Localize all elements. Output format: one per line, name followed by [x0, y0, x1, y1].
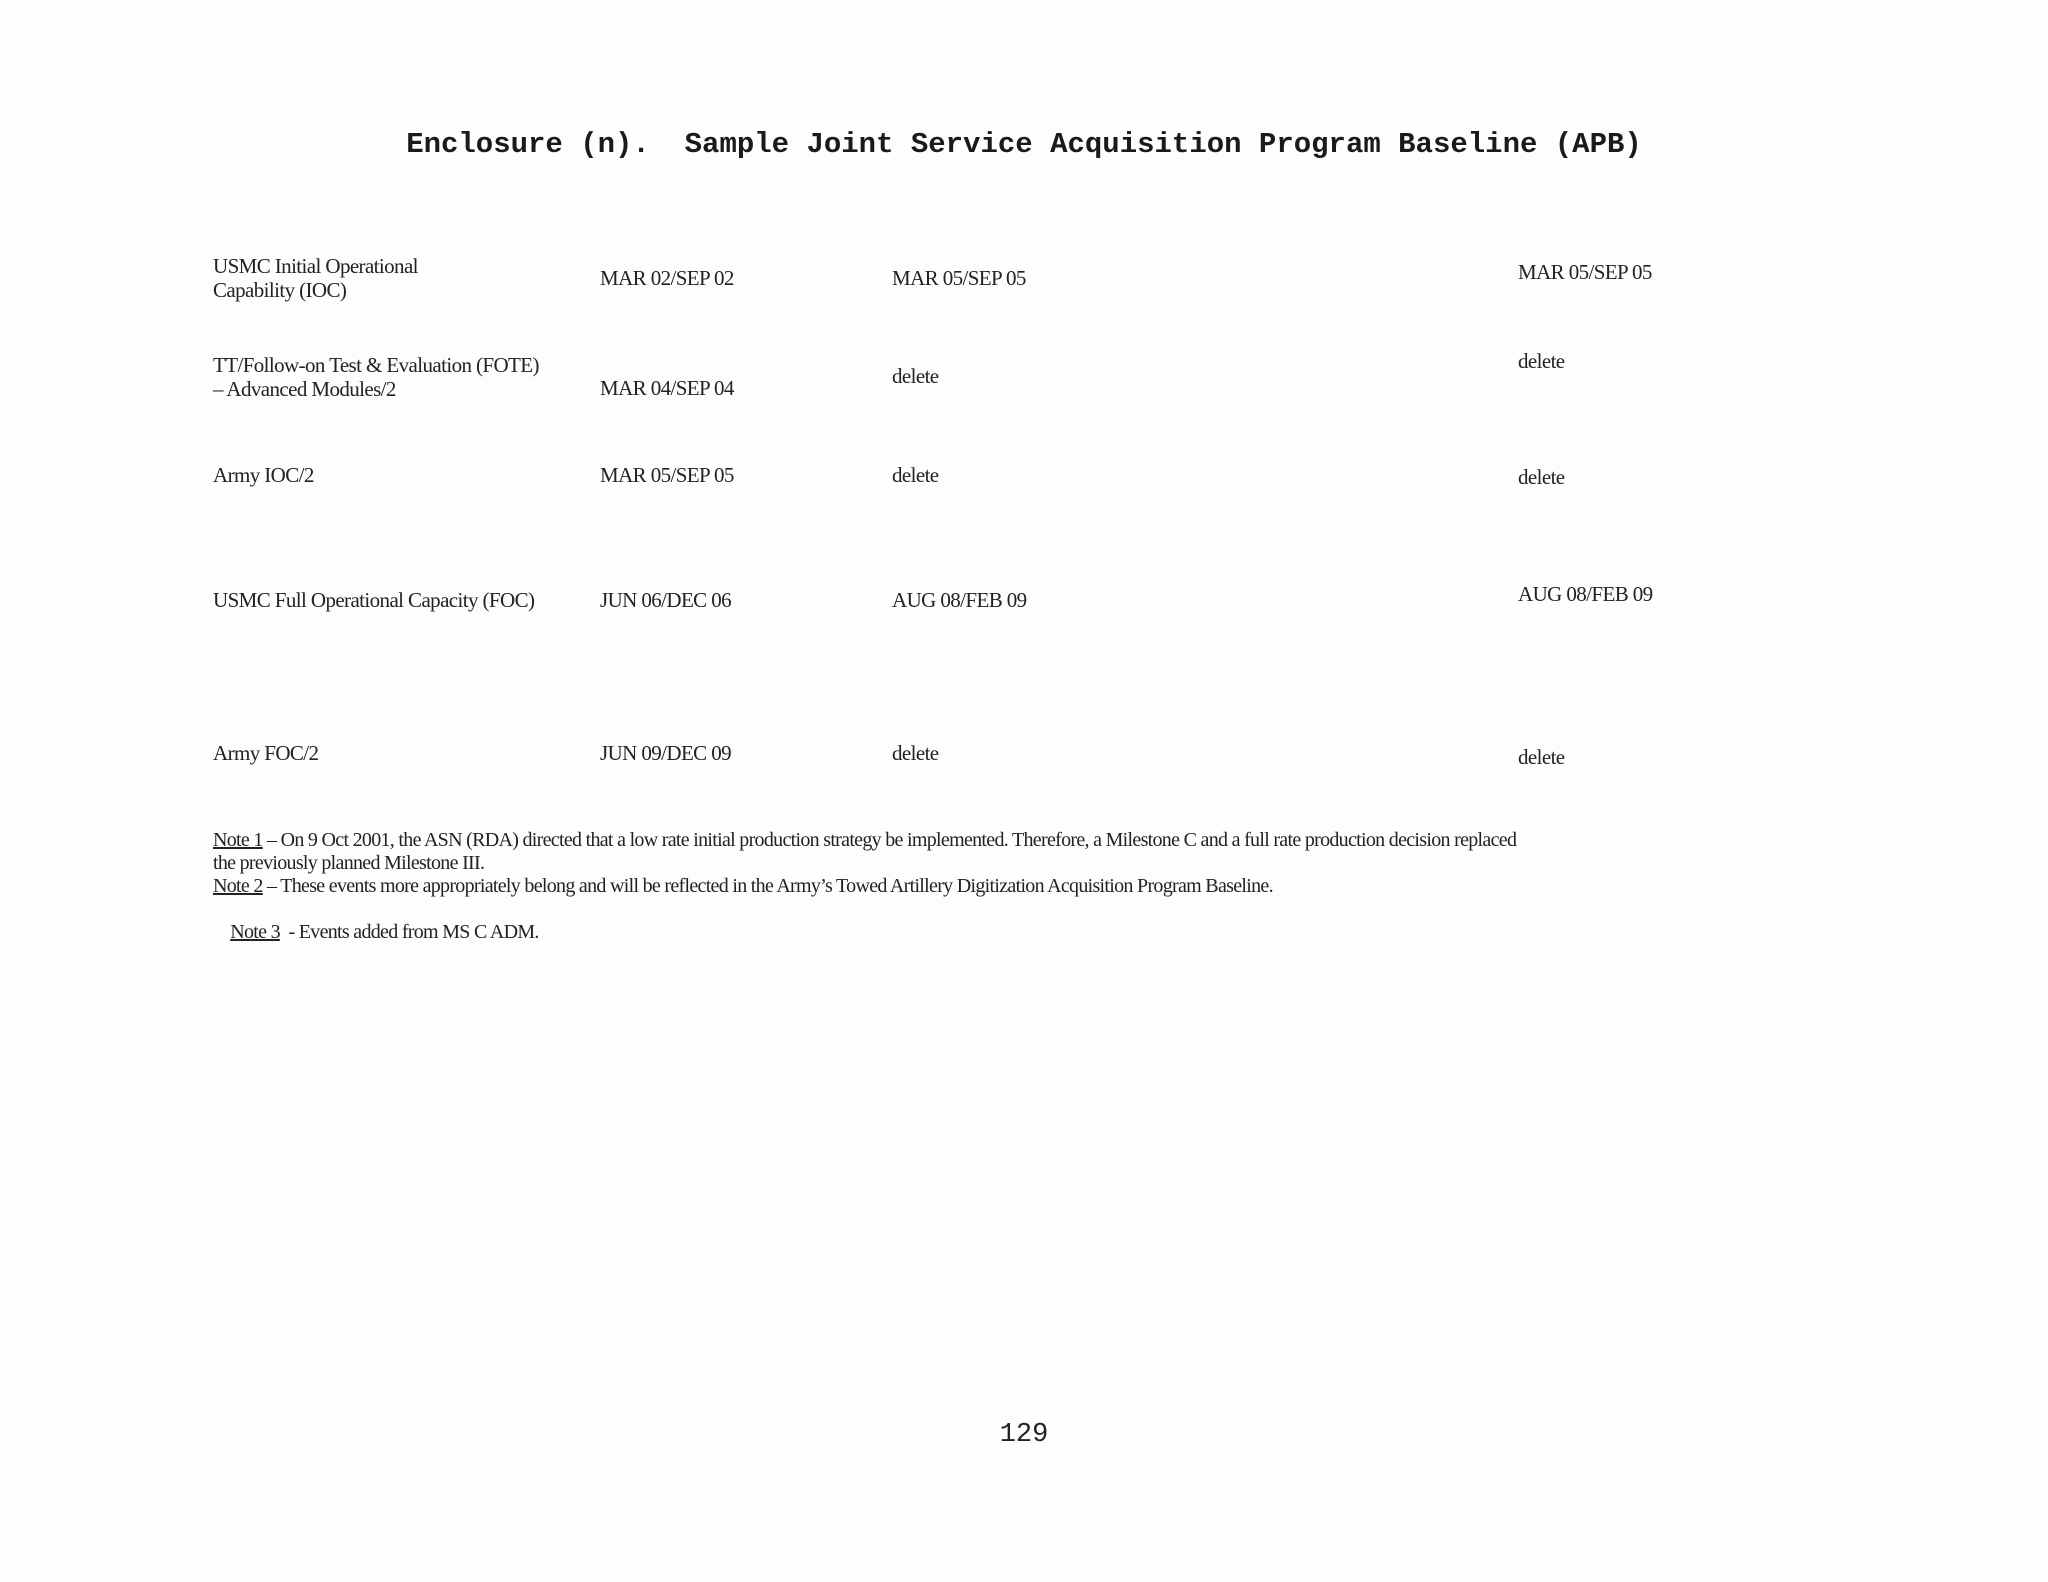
note-2: [213, 875, 1733, 898]
note-label: Note 3: [230, 921, 280, 943]
event-label-continued: – Advanced Modules/2: [213, 377, 396, 401]
page-number: 129: [999, 1420, 1049, 1450]
table-cell-col2: JUN 06/DEC 06: [600, 588, 732, 612]
table-cell-col2: MAR 04/SEP 04: [600, 376, 734, 400]
note-text: – These events more appropriately belong and will be reflected in the Army’s Towed Artillery Digitization Acquisition Program Baseline.: [262, 875, 1273, 897]
note-1-continued: the previously planned Milestone III.: [213, 852, 485, 874]
note-text: - Events added from MS C ADM.: [279, 921, 539, 943]
table-row-event: [213, 588, 534, 612]
table-cell-col3: AUG 08/FEB 09: [892, 588, 1027, 612]
note-text: – On 9 Oct 2001, the ASN (RDA) directed that a low rate initial production strategy be implemented. Therefore, a Milestone C and a full rate production decision replaced: [262, 829, 1517, 851]
table-cell-col3: delete: [892, 741, 939, 765]
table-cell-col2: MAR 05/SEP 05: [600, 463, 734, 487]
event-label: Army FOC/2: [213, 741, 319, 765]
table-cell-col2: MAR 02/SEP 02: [600, 266, 734, 290]
note-3: [213, 898, 1733, 967]
table-row-event: [213, 353, 539, 401]
event-label-continued: Capability (IOC): [213, 278, 347, 302]
note-label: Note 1: [213, 829, 263, 851]
event-label: USMC Full Operational Capacity (FOC): [213, 588, 535, 612]
table-cell-col4: delete: [1518, 465, 1565, 489]
table-cell-col4: delete: [1518, 349, 1565, 373]
event-label: USMC Initial Operational: [213, 254, 418, 278]
table-cell-col3: delete: [892, 463, 939, 487]
note-label: Note 2: [213, 875, 263, 897]
note-1: [213, 829, 1733, 852]
event-label: Army IOC/2: [213, 463, 314, 487]
notes-section: [213, 829, 1733, 967]
page-title: Enclosure (n). Sample Joint Service Acquisition Program Baseline (APB): [406, 128, 1642, 161]
table-cell-col4: delete: [1518, 745, 1565, 769]
table-row-event: [213, 463, 314, 487]
table-cell-col2: JUN 09/DEC 09: [600, 741, 732, 765]
table-cell-col3: MAR 05/SEP 05: [892, 266, 1026, 290]
event-label: TT/Follow-on Test & Evaluation (FOTE): [213, 353, 539, 377]
table-cell-col3: delete: [892, 364, 939, 388]
table-cell-col4: MAR 05/SEP 05: [1518, 260, 1652, 284]
table-row-event: [213, 254, 418, 302]
table-cell-col4: AUG 08/FEB 09: [1518, 582, 1653, 606]
table-row-event: [213, 741, 318, 765]
